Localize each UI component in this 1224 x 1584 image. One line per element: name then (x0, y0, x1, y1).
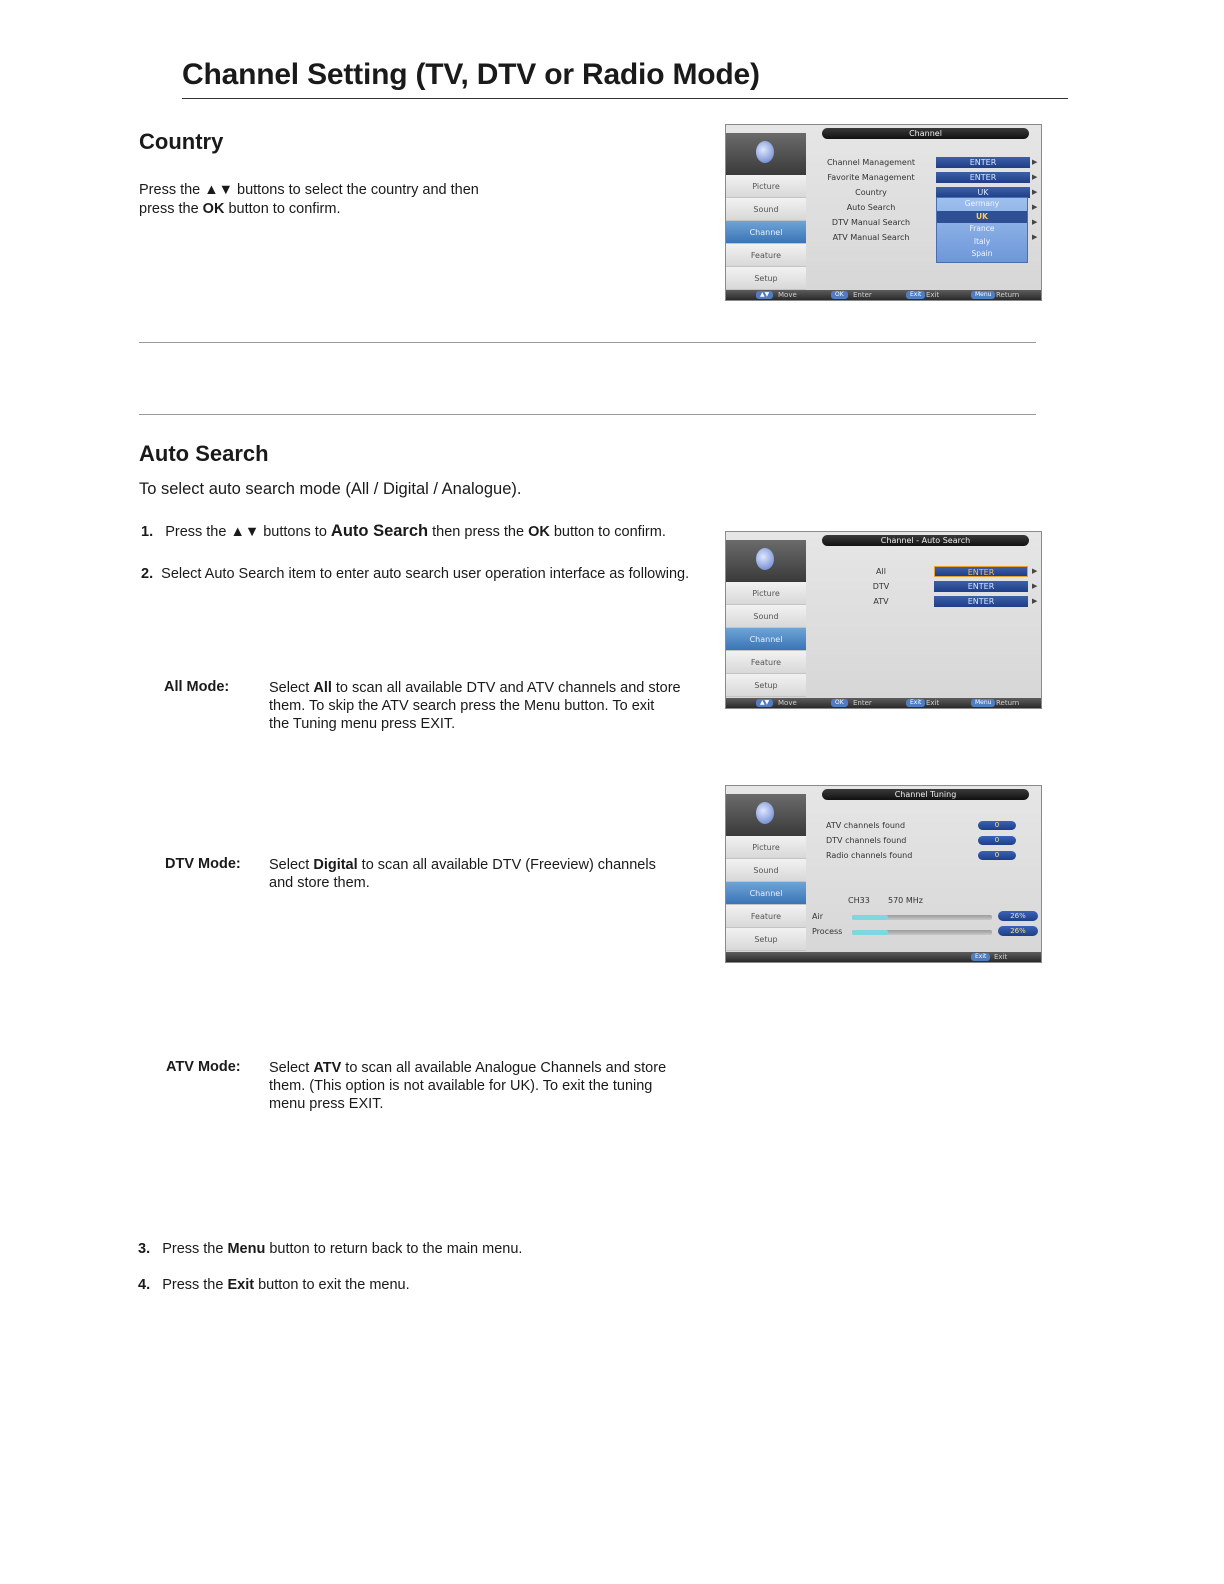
text-fragment: buttons to (259, 524, 331, 540)
screen-sidebar (726, 582, 806, 697)
sidebar-item-channel: Channel (726, 221, 806, 244)
row-label: ATV Manual Search (832, 233, 910, 242)
text-fragment: then press the (428, 524, 529, 540)
row-label: Radio channels found (826, 851, 913, 860)
all-mode-text (269, 679, 719, 733)
footer-label: Return (996, 291, 1020, 299)
sidebar-item-sound: Sound (726, 605, 806, 628)
menu-row (816, 579, 1037, 594)
exit-key-icon: Exit (971, 953, 990, 961)
menu-key-icon: Menu (971, 291, 995, 299)
up-down-arrows-icon: ▲▼ (230, 524, 260, 540)
count-value: 0 (978, 836, 1016, 845)
text-fragment: to scan all available DTV (Freeview) channels (357, 857, 656, 873)
step-number: 2. (141, 566, 154, 582)
footer-label: Enter (853, 291, 872, 299)
sidebar-item-channel: Channel (726, 628, 806, 651)
step-4 (138, 1276, 410, 1295)
channel-menu-screenshot (725, 124, 1042, 301)
channel-freq-row (816, 893, 1037, 908)
sidebar-item-setup: Setup (726, 928, 806, 951)
step-number: 3. (138, 1241, 151, 1257)
section-divider (139, 342, 1036, 343)
text-fragment: press the (139, 201, 203, 217)
auto-search-heading: Auto Search (139, 441, 269, 466)
progress-bar-process (852, 930, 992, 935)
progress-fill (852, 930, 888, 935)
step-text: Select Auto Search item to enter auto search user operation interface as following. (161, 566, 690, 582)
row-label: DTV channels found (826, 836, 907, 845)
dropdown-option-selected: UK (937, 211, 1027, 224)
footer-label: Exit (926, 699, 940, 707)
row-label: Favorite Management (827, 173, 915, 182)
auto-search-screenshot (725, 531, 1042, 709)
arrow-right-icon: ▶ (1032, 233, 1038, 241)
row-label: DTV Manual Search (831, 218, 911, 227)
country-instructions (139, 181, 559, 219)
text-fragment: them. (This option is not available for UK). To exit the tuning (269, 1078, 653, 1094)
ok-keyword: OK (528, 524, 550, 540)
row-value: ENTER (936, 172, 1030, 183)
arrow-right-icon: ▶ (1032, 218, 1038, 226)
screen-footer (726, 952, 1041, 962)
text-fragment: to scan all available DTV and ATV channels and store (331, 680, 681, 696)
text-fragment: button to confirm. (549, 524, 666, 540)
channel-number: CH33 (848, 896, 870, 905)
menu-key-icon: Menu (971, 699, 995, 707)
text-fragment: Press the (165, 524, 231, 540)
count-value: 0 (978, 821, 1016, 830)
footer-label: Return (996, 699, 1020, 707)
section-divider (139, 414, 1036, 415)
dropdown-option: France (969, 224, 995, 233)
step-2 (141, 565, 689, 584)
arrow-right-icon: ▶ (1032, 173, 1038, 181)
progress-label: Process (812, 927, 843, 936)
count-value: 0 (978, 851, 1016, 860)
footer-label: Exit (994, 953, 1008, 961)
progress-bar-air (852, 915, 992, 920)
text-fragment: menu press EXIT. (269, 1096, 384, 1112)
progress-label: Air (812, 912, 823, 921)
mode-keyword: ATV (313, 1060, 342, 1076)
text-fragment: them. To skip the ATV search press the Menu button. To exit (269, 698, 655, 714)
mode-keyword: Digital (313, 857, 358, 873)
text-fragment: the Tuning menu press EXIT. (269, 716, 456, 732)
channel-tuning-screenshot (725, 785, 1042, 963)
row-label: Country (855, 188, 887, 197)
dropdown-option: Spain (971, 249, 993, 258)
title-divider (182, 98, 1068, 99)
dtv-mode-label: DTV Mode: (165, 856, 241, 872)
screen-sidebar (726, 836, 806, 951)
menu-keyword: Menu (227, 1241, 266, 1257)
menu-row (816, 170, 1037, 185)
count-row (816, 818, 1037, 833)
step-number: 1. (141, 524, 154, 540)
ok-key-icon: OK (831, 699, 848, 707)
atv-mode-label: ATV Mode: (166, 1059, 241, 1075)
exit-key-icon: Exit (906, 699, 925, 707)
mode-keyword: All (313, 680, 332, 696)
page-title: Channel Setting (TV, DTV or Radio Mode) (182, 58, 760, 91)
exit-key-icon: Exit (906, 291, 925, 299)
progress-percent: 26% (998, 911, 1038, 921)
dropdown-option: Italy (973, 236, 991, 246)
step-1 (141, 522, 666, 542)
step-3 (138, 1240, 522, 1259)
screen-header: Channel - Auto Search (822, 535, 1029, 546)
satellite-dish-icon (726, 540, 806, 582)
country-dropdown (936, 197, 1028, 263)
sidebar-item-setup: Setup (726, 267, 806, 290)
country-heading: Country (139, 129, 224, 154)
text-fragment: button to return back to the main menu. (265, 1241, 523, 1257)
progress-fill (852, 915, 888, 920)
sidebar-item-setup: Setup (726, 674, 806, 697)
sidebar-item-sound: Sound (726, 198, 806, 221)
menu-row (816, 594, 1037, 609)
screen-header: Channel Tuning (822, 789, 1029, 800)
arrow-right-icon: ▶ (1032, 203, 1038, 211)
count-row (816, 848, 1037, 863)
text-fragment: Press the (162, 1277, 228, 1293)
screen-footer (726, 698, 1041, 708)
text-fragment: Press the (139, 182, 205, 198)
arrow-right-icon: ▶ (1032, 158, 1038, 166)
sidebar-item-feature: Feature (726, 244, 806, 267)
sidebar-item-sound: Sound (726, 859, 806, 882)
row-value: UK (936, 187, 1030, 198)
text-fragment: button to exit the menu. (254, 1277, 410, 1293)
row-label: All (876, 567, 886, 576)
frequency: 570 MHz (888, 896, 923, 905)
screen-header: Channel (822, 128, 1029, 139)
exit-keyword: Exit (227, 1277, 255, 1293)
ok-keyword: OK (202, 201, 225, 217)
text-fragment: to scan all available Analogue Channels and store (341, 1060, 667, 1076)
text-fragment: Select (269, 857, 314, 873)
arrow-right-icon: ▶ (1032, 597, 1038, 605)
row-label: ATV (873, 597, 889, 606)
up-down-arrows-icon: ▲▼ (204, 182, 233, 198)
menu-row (816, 155, 1037, 170)
screen-footer (726, 290, 1041, 300)
row-value: ENTER (936, 157, 1030, 168)
text-fragment: button to confirm. (224, 201, 341, 217)
row-label: Channel Management (826, 158, 916, 167)
menu-row (816, 564, 1037, 579)
satellite-dish-icon (726, 794, 806, 836)
all-mode-label: All Mode: (164, 679, 230, 695)
arrow-right-icon: ▶ (1032, 567, 1038, 575)
progress-percent: 26% (998, 926, 1038, 936)
row-label: DTV (872, 582, 890, 591)
text-fragment: buttons to select the country and then (232, 182, 479, 198)
sidebar-item-channel: Channel (726, 882, 806, 905)
row-value: ENTER (934, 596, 1028, 607)
auto-search-lead: To select auto search mode (All / Digital / Analogue). (139, 480, 522, 498)
dropdown-option: Germany (964, 199, 1000, 208)
atv-mode-text (269, 1059, 719, 1113)
arrow-right-icon: ▶ (1032, 582, 1038, 590)
sidebar-item-picture: Picture (726, 582, 806, 605)
sidebar-item-feature: Feature (726, 905, 806, 928)
text-fragment: Select (269, 1060, 314, 1076)
sidebar-item-feature: Feature (726, 651, 806, 674)
text-fragment: and store them. (269, 875, 370, 891)
footer-label: Move (778, 291, 797, 299)
count-row (816, 833, 1037, 848)
arrow-right-icon: ▶ (1032, 188, 1038, 196)
text-fragment: Select (269, 680, 314, 696)
satellite-dish-icon (726, 133, 806, 175)
footer-label: Exit (926, 291, 940, 299)
ok-key-icon: OK (831, 291, 848, 299)
screen-sidebar (726, 175, 806, 290)
row-label: Auto Search (846, 203, 896, 212)
step-number: 4. (138, 1277, 151, 1293)
footer-label: Enter (853, 699, 872, 707)
footer-label: Move (778, 699, 797, 707)
row-value: ENTER (934, 566, 1028, 577)
move-key-icon: ▲▼ (756, 699, 773, 707)
sidebar-item-picture: Picture (726, 175, 806, 198)
text-fragment: Press the (162, 1241, 228, 1257)
sidebar-item-picture: Picture (726, 836, 806, 859)
auto-search-keyword: Auto Search (330, 522, 429, 540)
move-key-icon: ▲▼ (756, 291, 773, 299)
row-value: ENTER (934, 581, 1028, 592)
row-label: ATV channels found (826, 821, 906, 830)
dtv-mode-text (269, 856, 719, 892)
